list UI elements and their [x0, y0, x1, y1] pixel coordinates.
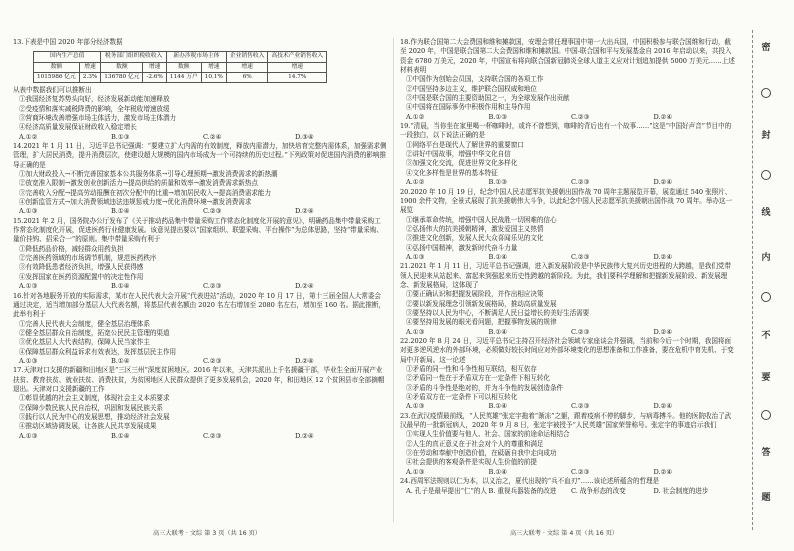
- option-1: ①彰显优越的社会主义制度，体现社会主义本质要求: [19, 394, 170, 403]
- question-15: [13, 217, 387, 292]
- choice-b[interactable]: B.①④: [111, 356, 130, 365]
- option-3: ③优化基层人大代表结构，保障人民当家作主: [19, 338, 150, 347]
- choice-c[interactable]: C.②③: [203, 207, 222, 216]
- option-2: ②健全基层群众自治制度，拓宽公民民主管理的渠道: [19, 328, 170, 337]
- choice-c[interactable]: C.②③: [203, 356, 222, 365]
- choice-b[interactable]: B.①④: [111, 282, 130, 291]
- option-2: ②讲好中国故事，增强中华文化自信: [406, 150, 511, 159]
- option-3: ③中国是联合国的主要资助国之一，为全球发展作出贡献: [406, 94, 570, 103]
- option-2: ②弘扬伟大的抗美援朝精神，激发爱国主义热情: [406, 224, 544, 233]
- binding-char: 密: [761, 43, 771, 53]
- option-1: ①加大财政投入→不断完善国家基本公共服务体系→引导心理预期→激发消费需求的新热潮: [19, 170, 278, 179]
- option-4: ④保障基层群众利益诉求有效表达，发挥基层民主作用: [19, 347, 177, 356]
- table-cell: 增速: [226, 62, 267, 72]
- answer-choices: [13, 432, 387, 441]
- option-4: ④推动区域协调发展，让各族人民共享发展成果: [19, 422, 157, 431]
- choice-d[interactable]: D.②④: [295, 282, 314, 291]
- question-13: [13, 38, 387, 142]
- option-1: ①我国经济复苏势头向好，经济发展新动能加速释放: [19, 95, 170, 104]
- question-stem: 22.2020 年 8 月 24 日，习近平总书记主持召开经济社会领域专家座谈会并强调，当前和今后一个时期，我国将面对更多逆风逆水的外部环境，必须做好较长时间应对外部环境变化的思想准备和工作准备，要在危机中育先机、于变局中开新局。这一论述: [400, 337, 734, 364]
- question-stem: 23.在武汉疫情最前线，“人民英雄”张定宇拖着“渐冻”之躯，跟着疫病不停的脚步，与病毒搏斗。他的医院收治了武汉最早的一批新冠病人，2020 年 9 月 8 日，张定宇被授予“人民英雄”国家荣誉称号。张定宇的事迹启示我们: [400, 411, 732, 430]
- choice-c[interactable]: C.②④: [203, 132, 222, 141]
- question-21: [400, 262, 736, 337]
- table-row: [34, 62, 327, 72]
- answer-choices: [13, 357, 387, 366]
- question-stem: 16.针对各地服务开放的实际需求，某市在人民代表大会开展“代表进站”活动，2020 年 10 月 17 日，第十三届全国人大常委会通过决定，适当增加部分基层人大代表名额，将基层代表名额由 2020 名左右增加至 2080 名左右，增加至 160 名。据此推断，此举有利于: [13, 291, 385, 319]
- binding-char: 不: [761, 331, 771, 341]
- answer-choices: [400, 328, 736, 337]
- choice-d[interactable]: D.②④: [653, 327, 673, 336]
- table-cell: 增速: [268, 62, 327, 72]
- question-23: [400, 412, 736, 477]
- question-19: [400, 122, 736, 187]
- option-3: ③在劳动和奉献中创造价值，在砥砺自我中走向成功: [406, 449, 557, 458]
- choice-d[interactable]: D.③④: [295, 132, 314, 141]
- choice-c[interactable]: C.②③: [571, 402, 590, 411]
- option-4: ④要坚持用发展的眼光看问题，把握事物发展的规律: [406, 318, 557, 327]
- question-stem: 15.2021 年 2 月，国务院办公厅发布了《关于推动药品集中带量采购工作常态化制度化开展的意见》，明确药品集中带量采购工作常态化制度化开展，促进医药行业健康发展。该意见提出要以“国家组织、联盟采购、平台操作”为总体思路，坚持“带量采购、量价挂钩、招采合一”的原则。集中带量采购有利于: [13, 216, 383, 244]
- question-stem: 18.作为联合国第二大会费国和维和摊款国，安理会常任理事国中第一大出兵国，中国积极参与联合国维和行动，截至 2020 年，中国是联合国第二大会费国和维和摊款国。中国-联合国和平与发展基金自 2016 年启动以来，共投入资金 6780 万美元，2020 年，中国宣布将向联合国新冠肺炎全球人道主义应对计划追加提供 5000 万美元……上述材料表明: [400, 38, 735, 75]
- question-stem: 14.2021 年 1 月 11 日，习近平总书记强调：“要建立扩大内需的有效制度，释放内需潜力，加快培育完整内需体系，加强需求侧管理，扩大居民消费，提升消费层次，使建设超大规模的国内市场成为一个可持续的历史过程。”下列政策对促进国内消费的影响推导正确的是: [13, 142, 387, 169]
- binding-hole-icon: [761, 292, 771, 302]
- table-cell: 6%: [226, 72, 267, 82]
- binding-hole-icon: [761, 170, 771, 180]
- table-cell: 增速: [79, 62, 101, 72]
- answer-choices: [400, 468, 736, 477]
- choice-a[interactable]: A. 孔子是最早提出“仁”的人: [406, 486, 487, 495]
- option-3: ③矛盾的斗争性是绝对的，并为斗争性的发展创造条件: [406, 383, 564, 392]
- option-4: ④弘扬中国精神，激发新时代奋斗力量: [406, 243, 518, 252]
- option-1: ①完善人民代表大会制度，健全基层治理体系: [19, 319, 150, 328]
- choice-c[interactable]: C.②③: [571, 178, 590, 187]
- table-cell: 国内生产总值: [34, 52, 101, 62]
- answer-choices: [400, 487, 736, 496]
- binding-char: 答: [761, 448, 771, 458]
- choice-b[interactable]: B.①④: [111, 207, 130, 216]
- option-4: ④经济高质量发展保证财政收入稳定增长: [19, 123, 137, 132]
- option-2: ②受疫情和落实减税降费的影响，全年税收增速放缓: [19, 104, 170, 113]
- table-row: [34, 72, 327, 82]
- question-20: [400, 188, 736, 263]
- answer-choices: [400, 113, 736, 122]
- table-cell: 新办涉税市场主体: [166, 52, 226, 62]
- choice-c[interactable]: C.②③: [203, 431, 222, 440]
- option-3: ③推进文化创新，发展人民大众喜闻乐见的文化: [406, 234, 544, 243]
- choice-a[interactable]: A.①③: [19, 431, 38, 440]
- option-1: ①降低药品价格，减轻群众用药负担: [19, 244, 124, 253]
- option-3: ③践行以人民为中心的发展思想，推动经济社会发展: [19, 412, 170, 421]
- option-1: ①网络平台是现代人了解世界的重要窗口: [406, 140, 524, 149]
- choice-b[interactable]: B.①③: [488, 112, 508, 121]
- choice-d[interactable]: D.②④: [295, 207, 314, 216]
- option-1: ①要正确认识和把握发展阶段，并作出相应决策: [406, 290, 544, 299]
- table-cell: 增速: [201, 62, 226, 72]
- option-3: ③完善收入分配→提高劳动报酬在初次分配中的比重→增加居民收入→提高消费需求能力: [19, 188, 271, 197]
- choice-d[interactable]: D.②④: [653, 112, 673, 121]
- option-4: ④创新监管方式→加大消费领域违法违规惩戒力度→优化消费环境→激发消费需求: [19, 198, 252, 207]
- option-4: ④社会提供的客观条件是实现人生价值的前提: [406, 458, 537, 467]
- option-3: ③营商环境改善增强市场主体活力，激发市场主体潜力: [19, 113, 177, 122]
- choice-b[interactable]: B.①③: [111, 132, 130, 141]
- option-2: ②完善医药领域的市场调节机制，规范医药秩序: [19, 254, 157, 263]
- economic-data-table: [33, 51, 327, 83]
- choice-a[interactable]: A.①②: [406, 178, 425, 187]
- answer-choices: [400, 402, 736, 411]
- option-1: ①中国作为创始会员国，支持联合国的各项工作: [406, 75, 544, 84]
- question-14: [13, 142, 387, 217]
- choice-c[interactable]: C.②③: [571, 252, 590, 261]
- binding-char: 封: [761, 131, 771, 141]
- table-cell: 10.1%: [201, 72, 226, 82]
- option-3: ③有效降低患者经济负担，增强人民获得感: [19, 263, 144, 272]
- binding-char: 内: [761, 253, 771, 263]
- option-2: ②中国坚持多边主义，维护联合国权威和地位: [406, 84, 537, 93]
- binding-char: 要: [761, 373, 771, 383]
- table-cell: 数额: [34, 62, 80, 72]
- table-cell: 高技术产业销售收入: [268, 52, 327, 62]
- choice-c[interactable]: C.②③: [203, 282, 222, 291]
- choice-b[interactable]: B.①④: [488, 402, 508, 411]
- choice-d[interactable]: D.②④: [653, 402, 673, 411]
- option-2: ②放宽准入限制→激发创业创新活力→提高供给的质量和效率→激发消费需求新热点: [19, 179, 258, 188]
- question-stem: 24.西周军法规则以仁为本，以义治之，夏代出现的“兵不血刃”……该论述所蕴含的哲理是: [400, 477, 660, 486]
- table-cell: 数额: [166, 62, 201, 72]
- question-stem: 19.“清晨，当你坐在家里喝一杯咖啡时，或许不曾想到，咖啡的背后也有一个故事……”这是“中国好声音”节目中的一段独白，以下说法正确的是: [400, 122, 732, 140]
- table-cell: 14.7%: [268, 72, 327, 82]
- choice-b[interactable]: B.①③: [488, 178, 508, 187]
- table-cell: 1144 万户: [166, 72, 201, 82]
- choice-b[interactable]: B.①④: [488, 467, 508, 476]
- option-4: ④发挥国家在医药资源配置中的决定性作用: [19, 272, 144, 281]
- choice-a[interactable]: A.①③: [406, 252, 425, 261]
- option-2: ②人生的真正意义在于社会对个人的尊重和满足: [406, 439, 544, 448]
- table-cell: 数额: [101, 62, 143, 72]
- choice-d[interactable]: D.②④: [653, 467, 673, 476]
- table-cell: -2.6%: [143, 72, 166, 82]
- question-16: [13, 292, 387, 367]
- choice-b[interactable]: B.①④: [488, 252, 508, 261]
- choice-a[interactable]: A.①③: [406, 467, 425, 476]
- choice-a[interactable]: A.①③: [406, 402, 425, 411]
- table-row: [34, 52, 327, 62]
- option-4: ④中国将在国际事务中积极作用和主导作用: [406, 103, 531, 112]
- question-22: [400, 337, 736, 412]
- right-column: [400, 38, 736, 496]
- choice-a[interactable]: A.①③: [406, 327, 425, 336]
- table-cell: 企业销售收入: [226, 52, 267, 62]
- table-cell: 1015986 亿元: [34, 72, 80, 82]
- page-footer-right: 高三大联考 · 文综 第 4 页（共 16 页）: [510, 530, 618, 537]
- page-footer-left: 高三大联考 · 文综 第 3 页（共 16 页）: [153, 530, 261, 537]
- answer-choices: [13, 133, 387, 142]
- question-stem: 20.2020 年 10 月 19 日，纪念中国人民志愿军抗美援朝出国作战 70 周年主题展览开幕，展览通过 540 张照片、1900 余件文物，全景式展现了抗美援朝伟大斗争，以此纪念中国人民志愿军抗美援朝出国作战 70 周年。举办这一展览: [400, 187, 733, 215]
- question-24: [400, 477, 736, 496]
- option-2: ②保障少数民族人民自治权，巩固和发展民族关系: [19, 403, 163, 412]
- choice-d[interactable]: D.②④: [653, 178, 673, 187]
- choice-c[interactable]: C.②③: [571, 467, 590, 476]
- table-cell: 136780 亿元: [101, 72, 143, 82]
- choice-a[interactable]: A.①②: [406, 112, 425, 121]
- option-2: ②要以新发展理念引领新发展格局，推动高质量发展: [406, 299, 557, 308]
- table-cell: 税务部门组织税收收入: [101, 52, 167, 62]
- question-17: [13, 366, 387, 441]
- choice-c[interactable]: C.②③: [571, 112, 590, 121]
- binding-char: 线: [761, 208, 771, 218]
- answer-choices: [13, 207, 387, 216]
- question-18: [400, 38, 736, 122]
- choice-b[interactable]: B.①④: [111, 431, 130, 440]
- option-4: ④文化多样性是世界的基本特征: [406, 168, 498, 177]
- binding-char: 题: [761, 493, 771, 503]
- option-3: ③加强文化交流，促进世界文化多样化: [406, 159, 518, 168]
- question-intro: 从表中数据我们可以推断出: [13, 85, 92, 94]
- choice-b[interactable]: B. 重视兵器装备的改进: [488, 486, 557, 495]
- option-3: ③要坚持以人民为中心，不断满足人民日益增长的美好生活需要: [406, 308, 590, 317]
- answer-choices: [400, 253, 736, 262]
- answer-choices: [13, 282, 387, 291]
- choice-a[interactable]: A.①③: [19, 356, 38, 365]
- binding-hole-icon: [761, 88, 771, 98]
- choice-b[interactable]: B.①④: [488, 327, 508, 336]
- choice-a[interactable]: A.①③: [19, 282, 38, 291]
- table-cell: 增速: [143, 62, 166, 72]
- choice-a[interactable]: A.①②: [19, 132, 38, 141]
- column-divider: [393, 38, 394, 522]
- choice-c[interactable]: C. 战争形态的改变: [571, 486, 626, 495]
- choice-d[interactable]: D. 社会制度的进步: [653, 486, 709, 495]
- table-cell: 2.3%: [79, 72, 101, 82]
- question-stem: 13.下表是中国 2020 年部分经济数据: [13, 38, 123, 46]
- choice-d[interactable]: D.②④: [295, 356, 314, 365]
- choice-d[interactable]: D.②④: [295, 431, 314, 440]
- option-1: ①矛盾的同一性和斗争性相互联结，相互依存: [406, 365, 537, 374]
- option-2: ②矛盾同一性在于矛盾双方在一定条件下相互转化: [406, 374, 550, 383]
- question-stem: 17.天津对口支援的新疆和田地区是“三区三州”深度贫困地区。2016 年以来，天津共派出上千名援疆干部，毕业生全面开展产业扶贫、教育扶贫、就业扶贫、消费扶贫，为贫困地区人民群众提供了更多发展机会，2020 年，和田地区 12 个贫困县市全部摘帽退出。天津对口支援新疆的工作: [13, 366, 385, 393]
- answer-choices: [400, 178, 736, 187]
- choice-a[interactable]: A.①③: [19, 207, 38, 216]
- choice-d[interactable]: D.②④: [653, 252, 673, 261]
- question-stem: 21.2021 年 1 月 11 日，习近平总书记强调，进入新发展阶段是中华民族伟大复兴历史进程的大跨越，是我们党带领人民迎来从站起来、富起来到强起来历史性跨越的新阶段。为此，我们要科学理解和把握新发展阶段、新发展理念、新发展格局，这体现了: [400, 262, 731, 289]
- option-1: ①实现人生价值要与他人、社会、国家的前途命运相结合: [406, 430, 570, 439]
- choice-c[interactable]: C.②③: [571, 327, 590, 336]
- option-1: ①继承革命传统，增强中国人民战胜一切困难的信心: [406, 215, 557, 224]
- binding-hole-icon: [761, 410, 771, 420]
- option-4: ④矛盾双方在一定条件下可以相互转化: [406, 393, 518, 402]
- left-column: [13, 38, 387, 441]
